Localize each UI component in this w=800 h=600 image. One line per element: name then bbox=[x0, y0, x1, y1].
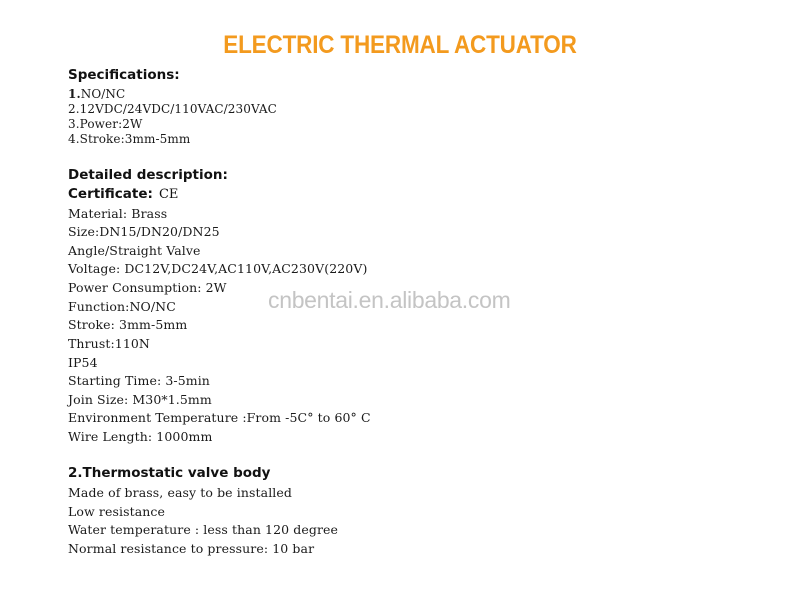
detail-line: Stroke: 3mm-5mm bbox=[68, 317, 188, 332]
spec-item-text: 12VDC/24VDC/110VAC/230VAC bbox=[79, 102, 277, 116]
detail-line: IP54 bbox=[68, 355, 98, 370]
detail-line: Angle/Straight Valve bbox=[68, 243, 201, 258]
spec-item-number: 2. bbox=[68, 102, 80, 116]
spec-item-text: Stroke:3mm-5mm bbox=[79, 132, 191, 146]
detail-line: Function:NO/NC bbox=[68, 299, 176, 314]
certificate-value: CE bbox=[158, 187, 179, 202]
valve-body-line: Low resistance bbox=[68, 504, 166, 519]
detail-line: Thrust:110N bbox=[68, 336, 150, 351]
spec-item-number: 1. bbox=[68, 87, 81, 101]
detail-line: Environment Temperature :From -5C° to 60° C bbox=[68, 410, 371, 425]
spec-item bbox=[68, 87, 125, 101]
detailed-description-heading: Detailed description: bbox=[68, 167, 228, 183]
certificate-label: Certificate: bbox=[68, 186, 153, 202]
detail-line: Starting Time: 3-5min bbox=[68, 373, 210, 388]
valve-body-heading: 2.Thermostatic valve body bbox=[68, 465, 271, 481]
spec-item-number: 3. bbox=[68, 117, 80, 131]
spec-item-text: NO/NC bbox=[80, 87, 126, 101]
detail-line: Size:DN15/DN20/DN25 bbox=[68, 224, 220, 239]
watermark: cnbentai.en.alibaba.com bbox=[268, 287, 511, 313]
detail-line: Power Consumption: 2W bbox=[68, 280, 227, 295]
specifications-heading: Specifications: bbox=[68, 67, 180, 83]
detail-line: Join Size: M30*1.5mm bbox=[68, 392, 212, 407]
valve-body-line: Normal resistance to pressure: 10 bar bbox=[68, 541, 315, 556]
spec-item bbox=[68, 102, 277, 116]
valve-body-line: Made of brass, easy to be installed bbox=[68, 485, 292, 500]
spec-item bbox=[68, 117, 142, 131]
detail-line: Voltage: DC12V,DC24V,AC110V,AC230V(220V) bbox=[68, 261, 368, 276]
detail-line: Wire Length: 1000mm bbox=[68, 429, 213, 444]
spec-item bbox=[68, 132, 190, 146]
certificate-row bbox=[68, 186, 178, 202]
valve-body-line: Water temperature : less than 120 degree bbox=[68, 522, 339, 537]
spec-item-text: Power:2W bbox=[79, 117, 143, 131]
spec-item-number: 4. bbox=[68, 132, 80, 146]
page-title: ELECTRIC THERMAL ACTUATOR bbox=[223, 31, 577, 59]
detail-line: Material: Brass bbox=[68, 206, 168, 221]
